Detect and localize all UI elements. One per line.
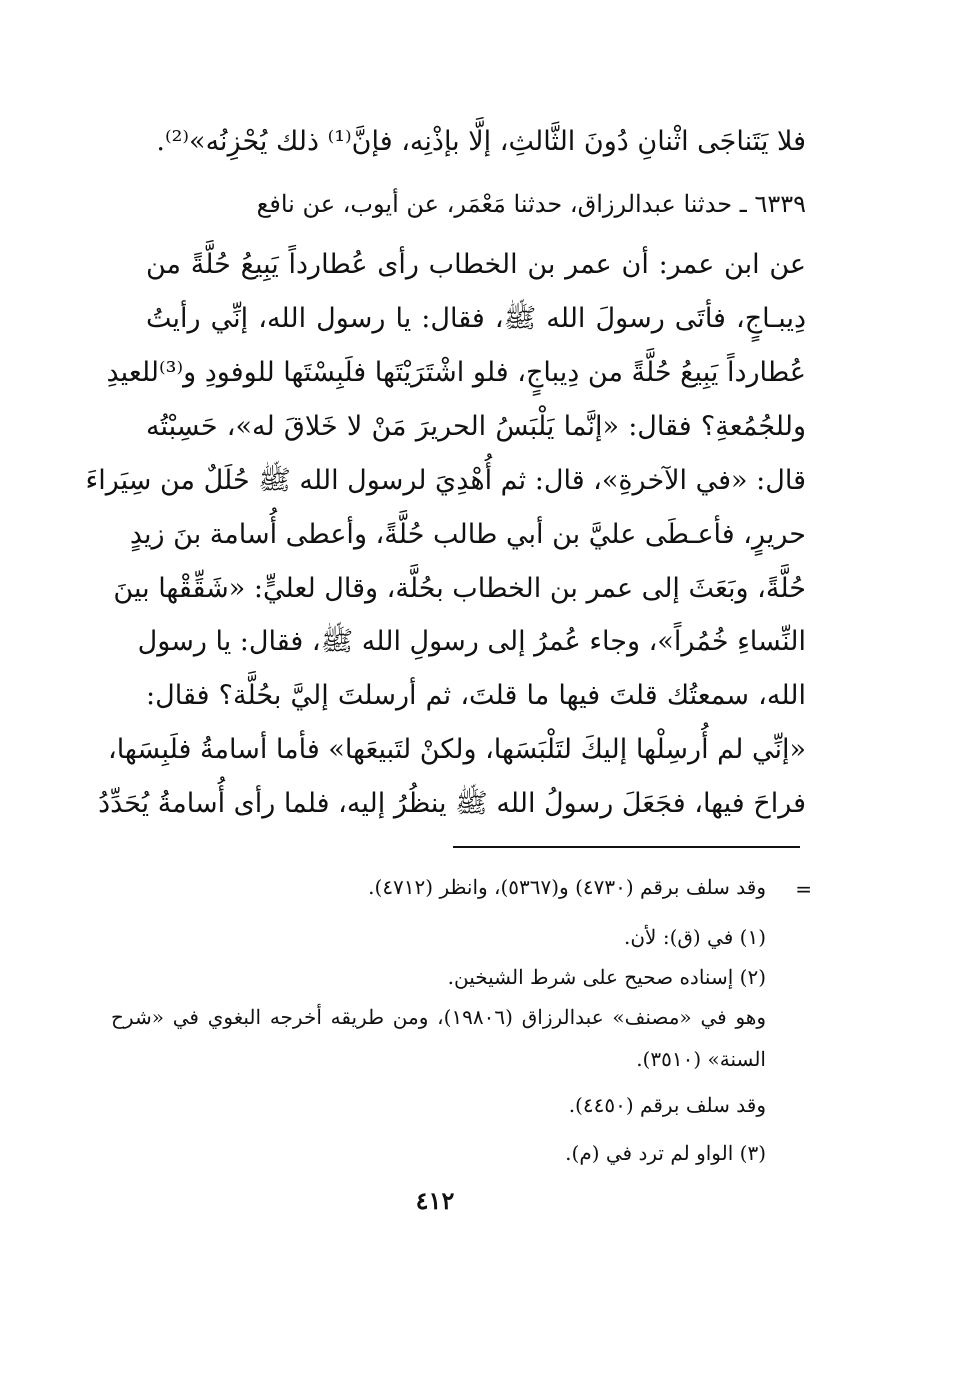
body-line: وللجُمُعةِ؟ فقال: «إنَّما يَلْبَسُ الحريرَ مَنْ لا خَلاقَ له»، حَسِبْتُه: [146, 411, 806, 442]
footnote-2-continuation: وقد سلف برقم (٤٤٥٠).: [568, 1093, 766, 1117]
body-line: الله، سمعتُك قلتَ فيها ما قلتَ، ثم أرسلتَ إليَّ بحُلَّة؟ فقال:: [146, 680, 806, 711]
opening-line: فلا يَتَناجَى اثْنانِ دُونَ الثَّالثِ، إلَّا بإذْنِه، فإنَّ⁽¹⁾ ذلك يُحْزِنُه»⁽²⁾.: [156, 126, 806, 157]
footnote-continuation: وقد سلف برقم (٤٧٣٠) و(٥٣٦٧)، وانظر (٤٧١٢).: [368, 875, 766, 899]
footnote-1: (١) في (ق): لأن.: [624, 925, 766, 949]
body-line: عُطارداً يَبِيعُ حُلَّةً من دِيباجٍ، فلو اشْتَرَيْتَها فلَبِسْتَها للوفودِ و⁽³⁾للعيدِ: [106, 357, 806, 388]
continuation-marker: =: [795, 877, 812, 901]
footnote-2-continuation: السنة» (٣٥١٠).: [636, 1047, 766, 1071]
body-line: حريرٍ، فأعـطَى عليَّ بن أبي طالب حُلَّةً، وأعطى أُسامة بنَ زيدٍ: [129, 519, 806, 550]
footnote-separator: [453, 846, 800, 848]
footnote-2: (٢) إسناده صحيح على شرط الشيخين.: [447, 965, 766, 989]
body-line: «إنِّي لم أُرسِلْها إليكَ لتَلْبَسَها، ولكنْ لتَبيعَها» فأما أسامةُ فلَبِسَها،: [107, 734, 806, 765]
footnote-2-continuation: وهو في «مصنف» عبدالرزاق (١٩٨٠٦)، ومن طريقه أخرجه البغوي في «شرح: [111, 1005, 767, 1029]
body-line: عن ابن عمر: أن عمر بن الخطاب رأى عُطارداً يَبِيعُ حُلَّةً من: [146, 249, 806, 280]
body-line: قال: «في الآخرةِ»، قال: ثم أُهْدِيَ لرسول الله ﷺ حُلَلٌ من سِيَراءَ: [85, 465, 806, 496]
hadith-header: ٦٣٣٩ ـ حدثنا عبدالرزاق، حدثنا مَعْمَر، عن أيوب، عن نافع: [256, 190, 806, 218]
body-line: النِّساءِ خُمُراً»، وجاء عُمرُ إلى رسولِ الله ﷺ، فقال: يا رسول: [137, 626, 806, 657]
page-number: ٤١٢: [415, 1186, 455, 1215]
body-line: حُلَّةً، وبَعَثَ إلى عمر بن الخطاب بحُلَّة، وقال لعليٍّ: «شَقِّقْها بينَ: [113, 573, 806, 604]
body-line: فراحَ فيها، فجَعَلَ رسولُ الله ﷺ ينظُرُ إليه، فلما رأى أُسامةُ يُحَدِّدُ: [98, 788, 806, 819]
body-line: دِيبـاجٍ، فأتَى رسولَ الله ﷺ، فقال: يا رسول الله، إنِّي رأيتُ: [146, 303, 806, 334]
footnote-3: (٣) الواو لم ترد في (م).: [565, 1141, 766, 1165]
